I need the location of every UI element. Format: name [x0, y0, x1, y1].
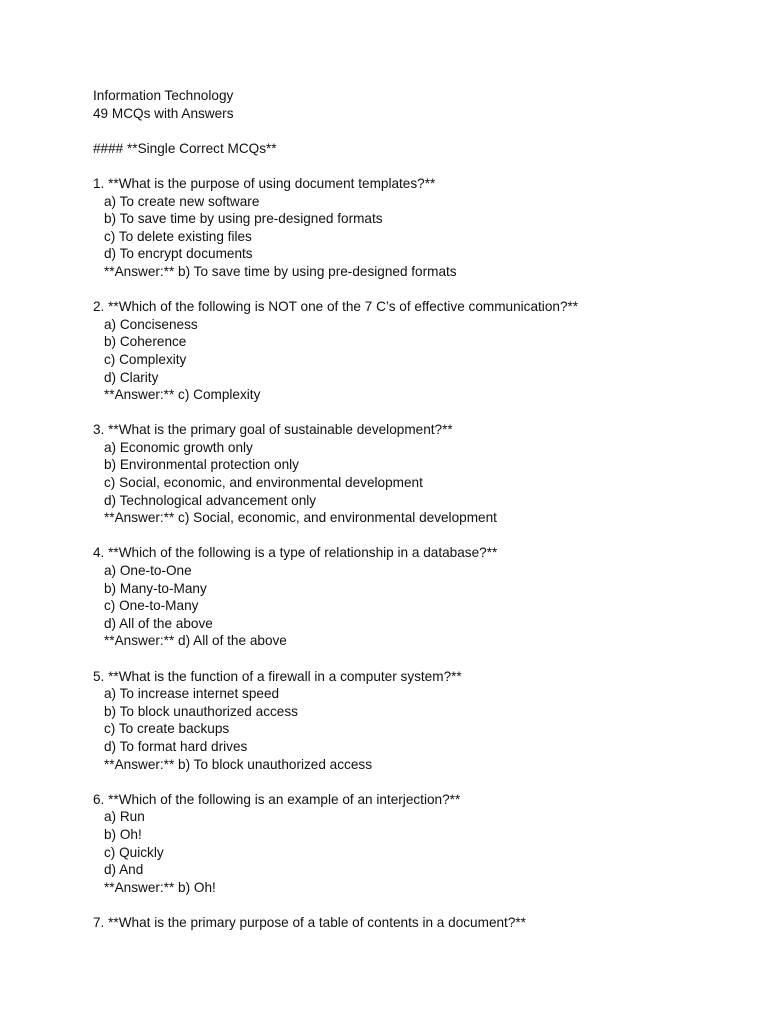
option-b: b) Oh! [104, 826, 142, 842]
option-d: d) And [104, 862, 144, 878]
answer-line: **Answer:** b) To block unauthorized access [104, 756, 372, 772]
option-a: a) To increase internet speed [104, 686, 280, 702]
option-c: c) Quickly [104, 844, 164, 860]
question-text: 2. **Which of the following is NOT one of the 7 C’s of effective communication?** [93, 299, 579, 315]
question-1 [93, 175, 733, 281]
spacer [93, 404, 733, 422]
option-c: c) To create backups [104, 721, 230, 737]
option-c: c) Complexity [104, 351, 187, 367]
question-5 [93, 668, 733, 774]
answer-line: **Answer:** c) Social, economic, and environmental development [104, 510, 497, 526]
spacer [93, 527, 733, 545]
option-c: c) Social, economic, and environmental development [104, 475, 423, 491]
option-c: c) To delete existing files [104, 228, 252, 244]
answer-line: **Answer:** b) To save time by using pre-designed formats [104, 263, 457, 279]
option-b: b) Coherence [104, 334, 187, 350]
question-text: 5. **What is the function of a firewall in a computer system?** [93, 668, 462, 684]
option-b: b) Environmental protection only [104, 457, 299, 473]
option-d: d) Technological advancement only [104, 492, 317, 508]
question-7 [93, 914, 733, 932]
question-4 [93, 544, 733, 650]
option-a: a) To create new software [104, 193, 260, 209]
document-subtitle: 49 MCQs with Answers [93, 105, 234, 121]
answer-line: **Answer:** b) Oh! [104, 879, 216, 895]
question-2 [93, 298, 733, 404]
option-d: d) Clarity [104, 369, 159, 385]
question-text: 6. **Which of the following is an example of an interjection?** [93, 791, 461, 807]
spacer [93, 281, 733, 299]
question-3 [93, 421, 733, 527]
question-text: 4. **Which of the following is a type of relationship in a database?** [93, 545, 498, 561]
document-body [93, 87, 733, 932]
option-a: a) Economic growth only [104, 439, 253, 455]
question-text: 7. **What is the primary purpose of a table of contents in a document?** [93, 914, 526, 930]
option-d: d) To encrypt documents [104, 246, 253, 262]
option-b: b) To block unauthorized access [104, 703, 298, 719]
answer-line: **Answer:** d) All of the above [104, 633, 287, 649]
option-a: a) One-to-One [104, 563, 192, 579]
spacer [93, 122, 733, 140]
document-title: Information Technology [93, 88, 234, 103]
spacer [93, 650, 733, 668]
section-heading: #### **Single Correct MCQs** [93, 140, 277, 156]
spacer [93, 157, 733, 175]
spacer [93, 773, 733, 791]
question-text: 1. **What is the purpose of using document templates?** [93, 175, 436, 191]
option-a: a) Conciseness [104, 316, 198, 332]
answer-line: **Answer:** c) Complexity [104, 387, 261, 403]
option-b: b) Many-to-Many [104, 580, 207, 596]
option-d: d) To format hard drives [104, 738, 248, 754]
option-a: a) Run [104, 809, 145, 825]
question-text: 3. **What is the primary goal of sustainable development?** [93, 422, 453, 438]
option-b: b) To save time by using pre-designed formats [104, 211, 383, 227]
question-6 [93, 791, 733, 897]
option-d: d) All of the above [104, 615, 213, 631]
option-c: c) One-to-Many [104, 598, 199, 614]
spacer [93, 896, 733, 914]
